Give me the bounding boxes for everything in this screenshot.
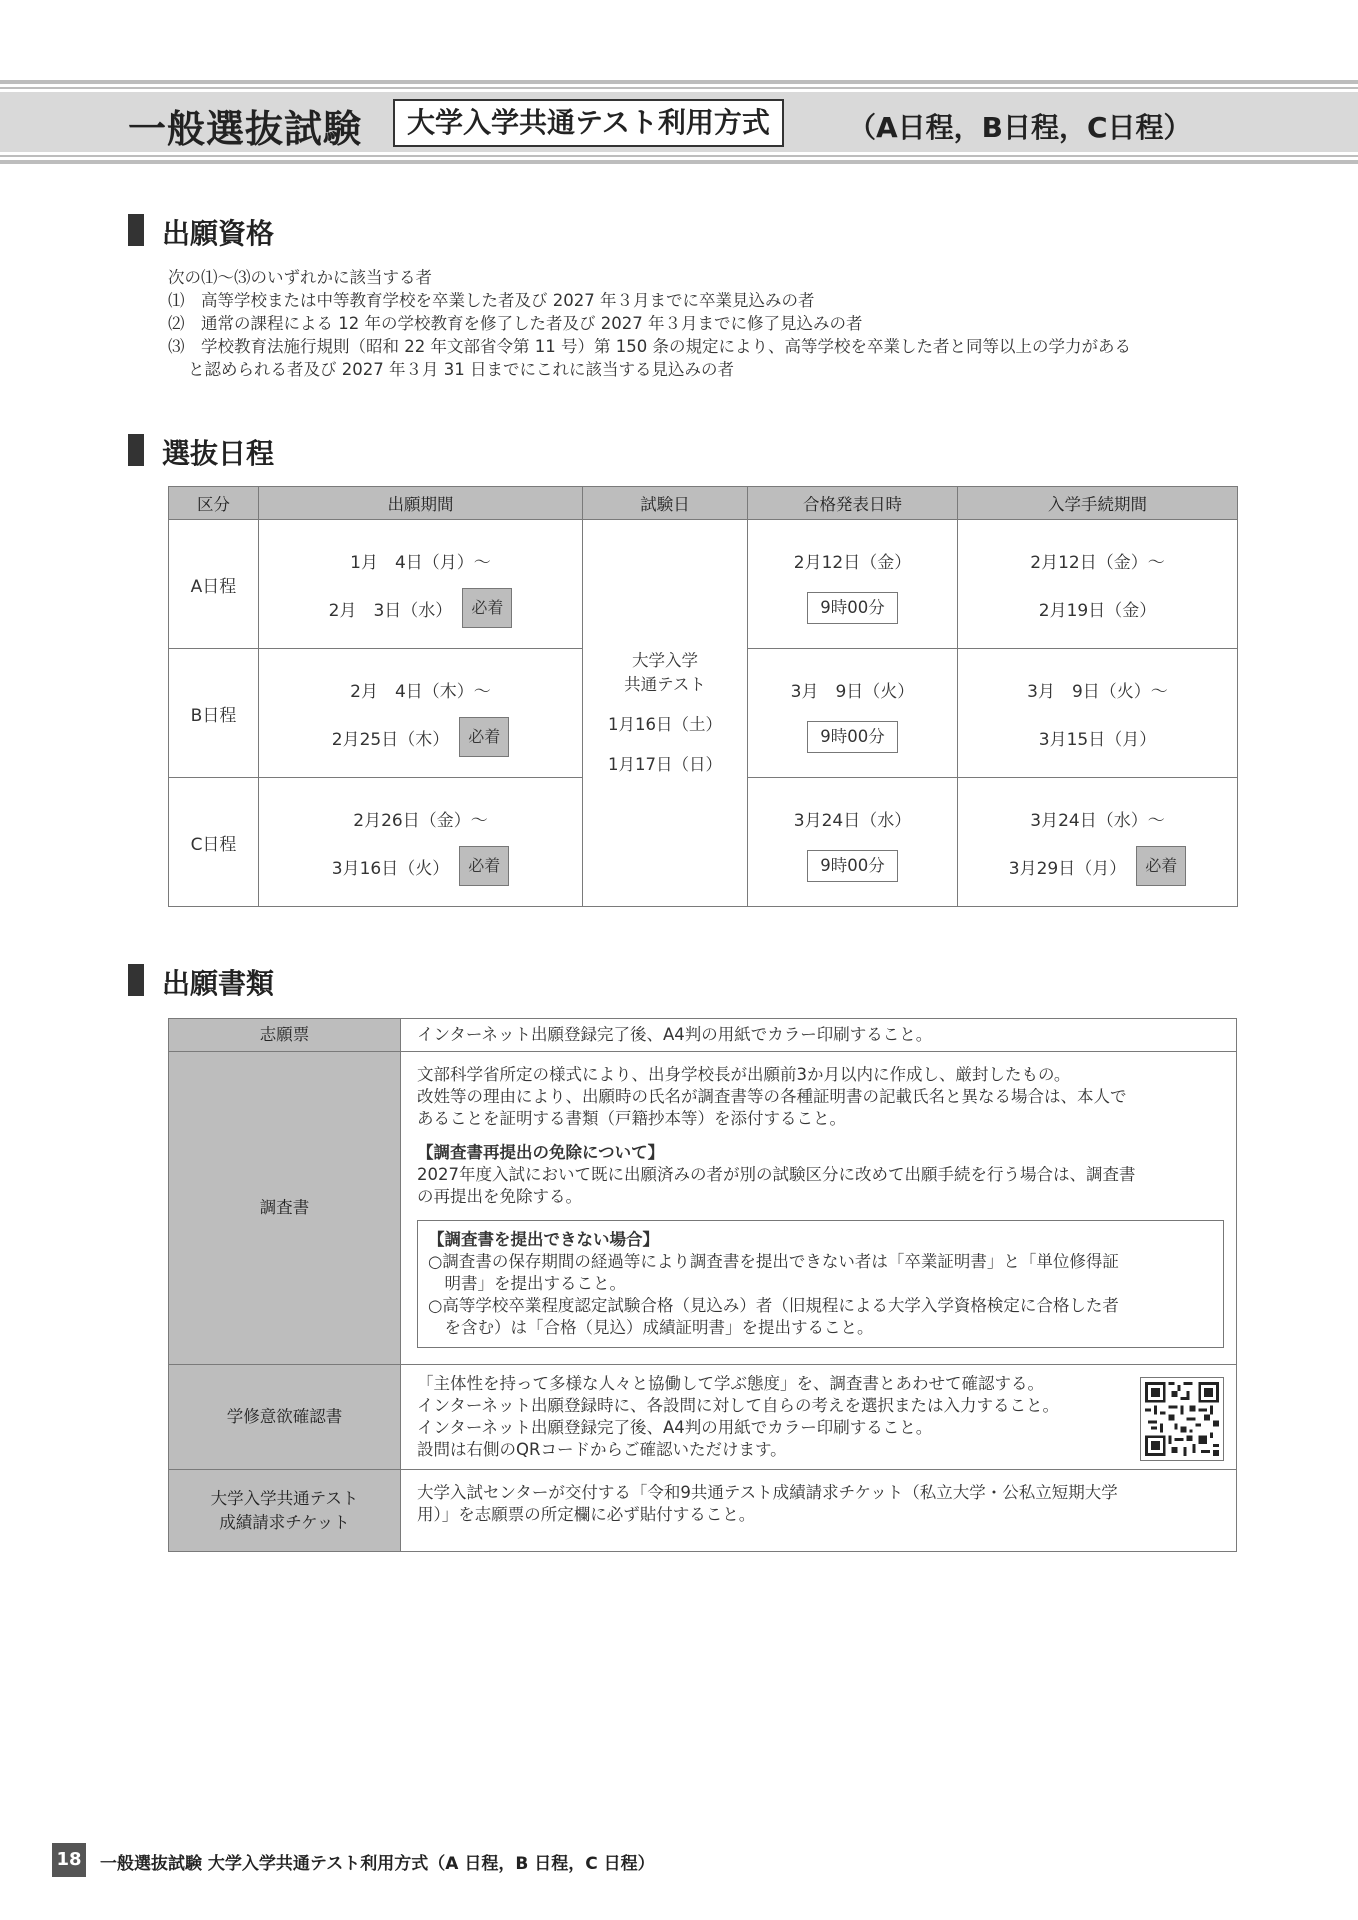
section-title: 出願資格 — [162, 217, 275, 250]
eligibility-line: ⑵ 通常の課程による 12 年の学校教育を修了した者及び 2027 年３月までに修了見込みの者 — [168, 314, 863, 333]
doc-description — [401, 1470, 1237, 1552]
procedure-start: 3月24日（水）〜 — [1030, 810, 1165, 831]
eligibility-line: ⑶ 学校教育法施行規則（昭和 22 年文部省令第 11 号）第 150 条の規定により、高等学校を卒業した者と同等以上の学力がある — [168, 337, 1131, 356]
eligibility-line: ⑴ 高等学校または中等教育学校を卒業した者及び 2027 年３月までに卒業見込みの者 — [168, 291, 815, 310]
result-date: 3月24日（水） — [793, 810, 912, 831]
must-arrive-badge: 必着 — [462, 588, 512, 628]
apply-end: 2月25日（木） — [331, 729, 450, 750]
notice-line: 明書」を提出すること。 — [428, 1274, 626, 1293]
section-title: 出願書類 — [162, 967, 275, 1000]
doc-line: 改姓等の理由により、出願時の氏名が調査書等の各種証明書の記載氏名と異なる場合は、本人で — [417, 1087, 1127, 1106]
column-header: 出願期間 — [259, 487, 583, 520]
must-arrive-badge: 必着 — [459, 846, 509, 886]
doc-line: の再提出を免除する。 — [417, 1187, 582, 1206]
table-row — [169, 520, 1238, 649]
must-arrive-badge: 必着 — [459, 717, 509, 757]
apply-period — [259, 778, 583, 907]
doc-label-line: 大学入学共通テスト — [210, 1488, 359, 1508]
procedure-start: 3月 9日（火）〜 — [1027, 681, 1168, 702]
exam-line: 大学入学 — [632, 651, 698, 670]
doc-line: 設問は右側のQRコードからご確認いただけます。 — [417, 1440, 787, 1459]
schedule-label: A日程 — [169, 520, 259, 649]
notice-box — [417, 1220, 1224, 1348]
doc-line: インターネット出願登録完了後、A4判の用紙でカラー印刷すること。 — [417, 1025, 933, 1044]
result-announcement — [748, 649, 958, 778]
doc-label: 志願票 — [169, 1019, 401, 1052]
header-rule-top-thin — [0, 87, 1358, 89]
result-time: 9時00分 — [807, 850, 898, 882]
doc-label: 調査書 — [169, 1052, 401, 1365]
notice-line: ○高等学校卒業程度認定試験合格（見込み）者（旧規程による大学入学資格検定に合格した者 — [428, 1296, 1119, 1315]
table-row — [169, 1052, 1237, 1365]
column-header: 区分 — [169, 487, 259, 520]
apply-end: 3月16日（火） — [331, 858, 450, 879]
procedure-period — [958, 520, 1238, 649]
apply-start: 2月26日（金）〜 — [353, 810, 488, 831]
table-row — [169, 1019, 1237, 1052]
table-header-row — [169, 487, 1238, 520]
column-header: 入学手続期間 — [958, 487, 1238, 520]
exam-line: 1月17日（日） — [608, 755, 722, 774]
page-title: 一般選抜試験 — [128, 107, 363, 151]
eligibility-line: 次の⑴〜⑶のいずれかに該当する者 — [168, 268, 432, 287]
result-announcement — [748, 520, 958, 649]
table-row — [169, 1470, 1237, 1552]
header-rule-bottom-thin — [0, 155, 1358, 157]
doc-line: インターネット出願登録時に、各設問に対して自らの考えを選択または入力すること。 — [417, 1396, 1060, 1415]
result-announcement — [748, 778, 958, 907]
result-time: 9時00分 — [807, 721, 898, 753]
apply-period — [259, 649, 583, 778]
procedure-period — [958, 778, 1238, 907]
section-title: 選抜日程 — [162, 437, 275, 470]
notice-title: 【調査書を提出できない場合】 — [428, 1230, 659, 1249]
doc-line: 文部科学省所定の様式により、出身学校長が出願前3か月以内に作成し、厳封したもの。 — [417, 1065, 1071, 1084]
exam-date — [583, 520, 748, 907]
header-rule-top — [0, 80, 1358, 84]
footer-text: 一般選抜試験 大学入学共通テスト利用方式（A 日程，B 日程，C 日程） — [100, 1854, 655, 1874]
doc-label — [169, 1470, 401, 1552]
notice-line: ○調査書の保存期間の経過等により調査書を提出できない者は「卒業証明書」と「単位修得証 — [428, 1252, 1119, 1271]
section-marker — [128, 964, 144, 996]
exam-line: 共通テスト — [624, 675, 706, 694]
procedure-start: 2月12日（金）〜 — [1030, 552, 1165, 573]
doc-line: インターネット出願登録完了後、A4判の用紙でカラー印刷すること。 — [417, 1418, 933, 1437]
page-number: 18 — [52, 1843, 86, 1877]
doc-label-line: 成績請求チケット — [219, 1512, 350, 1532]
schedule-label: C日程 — [169, 778, 259, 907]
header-rule-bottom — [0, 160, 1358, 164]
apply-start: 1月 4日（月）〜 — [350, 552, 491, 573]
section-marker — [128, 434, 144, 466]
doc-description — [401, 1019, 1237, 1052]
apply-period — [259, 520, 583, 649]
must-arrive-badge: 必着 — [1136, 846, 1186, 886]
doc-line: 「主体性を持って多様な人々と協働して学ぶ態度」を、調査書とあわせて確認する。 — [417, 1374, 1044, 1393]
eligibility-text — [168, 266, 1131, 381]
table-row — [169, 1365, 1237, 1470]
doc-subheading: 【調査書再提出の免除について】 — [417, 1143, 665, 1162]
procedure-end: 2月19日（金） — [1038, 600, 1157, 621]
result-date: 3月 9日（火） — [790, 681, 915, 702]
doc-line: 2027年度入試において既に出願済みの者が別の試験区分に改めて出願手続を行う場合は、調査書 — [417, 1165, 1136, 1184]
documents-table — [168, 1018, 1237, 1552]
doc-description — [401, 1052, 1237, 1365]
schedule-label: B日程 — [169, 649, 259, 778]
qr-code-icon[interactable] — [1140, 1377, 1224, 1461]
doc-label: 学修意欲確認書 — [169, 1365, 401, 1470]
exam-line: 1月16日（土） — [608, 715, 722, 734]
notice-line: を含む）は「合格（見込）成績証明書」を提出すること。 — [428, 1318, 874, 1337]
page-title-sub: （A日程，B日程，C日程） — [848, 111, 1192, 144]
column-header: 試験日 — [583, 487, 748, 520]
section-marker — [128, 214, 144, 246]
result-date: 2月12日（金） — [793, 552, 912, 573]
doc-description — [401, 1365, 1237, 1470]
apply-end: 2月 3日（水） — [328, 600, 453, 621]
procedure-period — [958, 649, 1238, 778]
procedure-end: 3月29日（月） — [1008, 858, 1127, 879]
doc-line: 用）」を志願票の所定欄に必ず貼付すること。 — [417, 1505, 756, 1524]
apply-start: 2月 4日（木）〜 — [350, 681, 491, 702]
schedule-table — [168, 486, 1238, 907]
column-header: 合格発表日時 — [748, 487, 958, 520]
doc-line: 大学入試センターが交付する「令和9共通テスト成績請求チケット（私立大学・公私立短期大学 — [417, 1483, 1118, 1502]
doc-line: あることを証明する書類（戸籍抄本等）を添付すること。 — [417, 1109, 846, 1128]
result-time: 9時00分 — [807, 592, 898, 624]
procedure-end: 3月15日（月） — [1038, 729, 1157, 750]
eligibility-line: と認められる者及び 2027 年３月 31 日までにこれに該当する見込みの者 — [188, 360, 734, 379]
page-title-boxed: 大学入学共通テスト利用方式 — [393, 99, 784, 147]
